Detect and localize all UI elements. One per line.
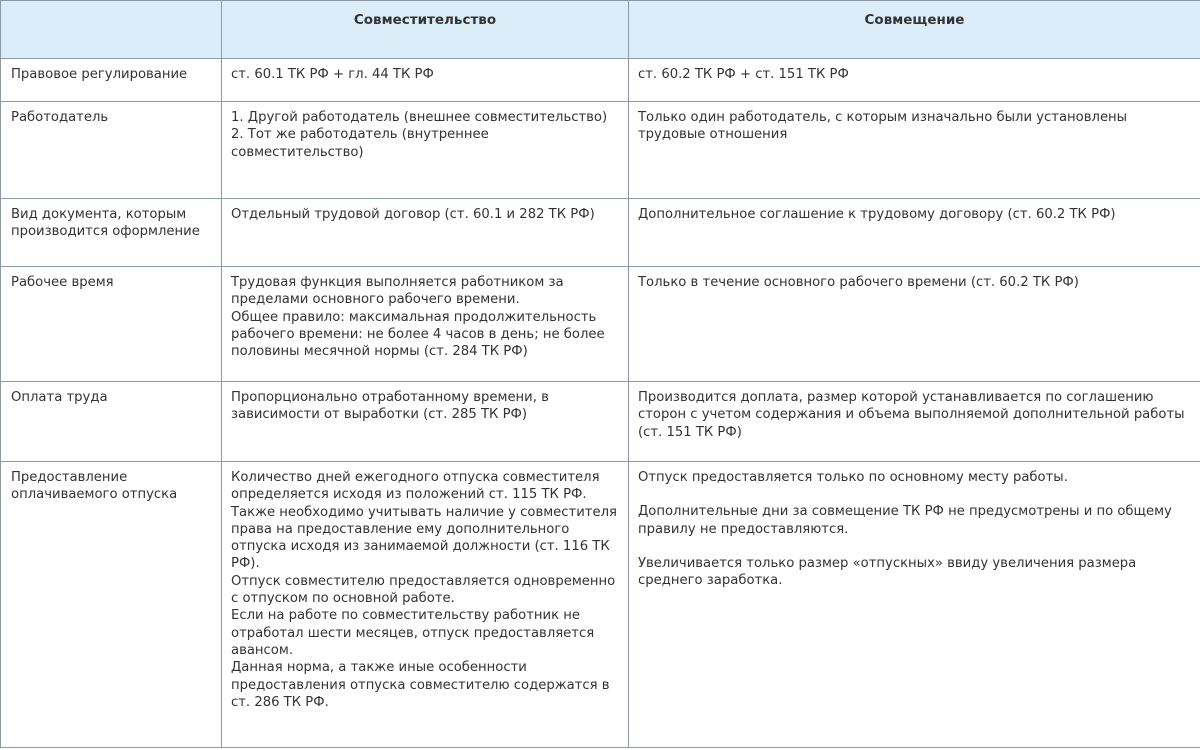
- cell-text: Только один работодатель, с которым изначально были установлены трудовые отношения: [638, 110, 1128, 143]
- table-row: [1, 267, 1200, 382]
- sovmestitelstvo-cell: [222, 199, 629, 267]
- row-label: Правовое регулирование: [1, 59, 222, 102]
- sovmestitelstvo-cell: [222, 462, 629, 748]
- cell-text: Только в течение основного рабочего времени (ст. 60.2 ТК РФ): [638, 275, 1079, 290]
- header-sovmestitelstvo: Совместительство: [222, 1, 629, 59]
- paragraph-gap: [638, 486, 1192, 503]
- row-label: Предоставление оплачиваемого отпуска: [1, 462, 222, 748]
- cell-text: Также необходимо учитывать наличие у совместителя права на предоставление ему дополнительного отпуска исходя из занимаемой должности (ст. 116 ТК РФ).: [231, 504, 617, 572]
- sovmestitelstvo-cell: [222, 59, 629, 102]
- cell-text: 1. Другой работодатель (внешнее совместительство): [231, 110, 608, 125]
- table-row: [1, 382, 1200, 462]
- cell-text: Отдельный трудовой договор (ст. 60.1 и 282 ТК РФ): [231, 207, 595, 222]
- cell-text: Дополнительное соглашение к трудовому договору (ст. 60.2 ТК РФ): [638, 207, 1116, 222]
- paragraph-gap: [638, 538, 1192, 555]
- header-corner-cell: [1, 1, 222, 59]
- cell-text: Увеличивается только размер «отпускных» ввиду увеличения размера среднего заработка.: [638, 555, 1137, 589]
- table-row: [1, 59, 1200, 102]
- header-sovmeshchenie: Совмещение: [629, 1, 1200, 59]
- cell-text: ст. 60.1 ТК РФ + гл. 44 ТК РФ: [231, 67, 434, 82]
- table-row: [1, 102, 1200, 199]
- cell-text: Общее правило: максимальная продолжительность рабочего времени: не более 4 часов в день; не более половины месячной нормы (ст. 284 ТК РФ): [231, 309, 605, 360]
- sovmeshchenie-cell: [629, 267, 1200, 382]
- table-row: [1, 462, 1200, 748]
- cell-text: Трудовая функция выполняется работником за пределами основного рабочего времени.: [231, 275, 564, 308]
- cell-text: Дополнительные дни за совмещение ТК РФ не предусмотрены и по общему правилу не предоставляются.: [638, 504, 1172, 537]
- cell-text: Если на работе по совместительству работник не отработал шести месяцев, отпуск предоставляется авансом.: [231, 608, 595, 658]
- cell-text: Отпуск совместителю предоставляется одновременно с отпуском по основной работе.: [231, 573, 616, 607]
- cell-text: Пропорционально отработанному времени, в зависимости от выработки (ст. 285 ТК РФ): [231, 390, 549, 423]
- table-row: [1, 199, 1200, 267]
- cell-text: Производится доплата, размер которой устанавливается по соглашению сторон с учетом содержания и объема выполняемой дополнительной работы (ст. 151 ТК РФ): [638, 390, 1185, 440]
- table-header-row: [1, 1, 1200, 59]
- sovmestitelstvo-cell: [222, 382, 629, 462]
- row-label: Вид документа, которым производится оформление: [1, 199, 222, 267]
- sovmestitelstvo-cell: [222, 102, 629, 199]
- cell-text: ст. 60.2 ТК РФ + ст. 151 ТК РФ: [638, 67, 849, 82]
- sovmeshchenie-cell: [629, 382, 1200, 462]
- cell-text: 2. Тот же работодатель (внутреннее совместительство): [231, 127, 489, 160]
- sovmeshchenie-cell: [629, 102, 1200, 199]
- sovmestitelstvo-cell: [222, 267, 629, 382]
- cell-text: Отпуск предоставляется только по основному месту работы.: [638, 470, 1068, 485]
- sovmeshchenie-cell: [629, 462, 1200, 748]
- cell-text: Количество дней ежегодного отпуска совместителя определяется исходя из положений ст. 115 ТК РФ.: [231, 470, 600, 503]
- row-label: Рабочее время: [1, 267, 222, 382]
- cell-text: Данная норма, а также иные особенности предоставления отпуска совместителю содержатся в ст. 286 ТК РФ.: [231, 660, 610, 710]
- sovmeshchenie-cell: [629, 199, 1200, 267]
- sovmeshchenie-cell: [629, 59, 1200, 102]
- row-label: Оплата труда: [1, 382, 222, 462]
- row-label: Работодатель: [1, 102, 222, 199]
